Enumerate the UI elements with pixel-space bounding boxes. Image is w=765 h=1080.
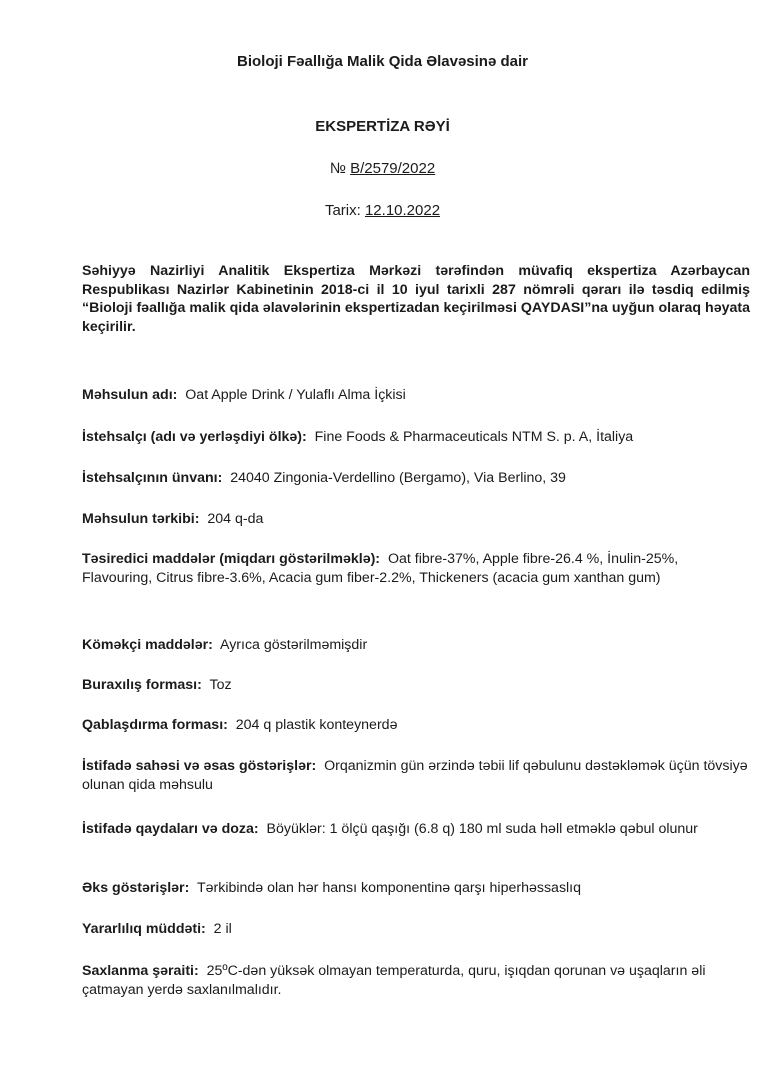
field-storage-conditions [82,962,750,999]
document-date-line [0,202,765,219]
document-number-line [0,160,765,177]
field-composition [82,510,750,529]
field-excipients [82,636,750,655]
document-number-prefix: № [329,160,351,177]
field-label: Köməkçi maddələr: [82,637,213,653]
field-value: Oat fibre-37%, Apple fibre-26.4 %, İnulin-25%, Flavouring, Citrus fibre-3.6%, Acacia gum fiber-2.2%, Thickeners (acacia gum xanthan gum) [82,551,679,586]
field-value: Fine Foods & Pharmaceuticals NTM S. p. A, İtaliya [314,429,634,445]
field-label: İstifadə sahəsi və əsas göstərişlər: [82,758,317,774]
field-value: 2 il [213,921,232,937]
field-label: Buraxılış forması: [82,677,202,693]
field-label: İstifadə qaydaları və doza: [82,821,259,837]
field-dosage-form [82,676,750,695]
document-number-value: B/2579/2022 [350,160,436,177]
field-manufacturer-address [82,469,750,488]
field-packaging [82,716,750,735]
field-product-name [82,386,750,405]
field-usage-indications [82,757,750,794]
field-value: Toz [209,677,232,693]
field-label: Yararlılıq müddəti: [82,921,206,937]
field-label: Təsiredici maddələr (miqdarı göstərilməklə): [82,551,381,567]
field-value: Ayrıca göstərilməmişdir [220,637,368,653]
document-date-value: 12.10.2022 [364,202,441,219]
field-usage-dosage [82,820,750,839]
field-label: İstehsalçı (adı və yerləşdiyi ölkə): [82,429,307,445]
field-value: Orqanizmin gün ərzində təbii lif qəbulunu dəstəkləmək üçün tövsiyə olunan qida məhsulu [82,758,748,793]
field-value: 25ºC-dən yüksək olmayan temperaturda, quru, işıqdan qorunan və uşaqların əli çatmayan yerdə saxlanılmalıdır. [82,963,706,998]
field-value: 24040 Zingonia-Verdellino (Bergamo), Via Berlino, 39 [230,470,566,486]
document-title: Bioloji Fəallığa Malik Qida Əlavəsinə dair [237,53,528,70]
field-shelf-life [82,920,750,939]
field-label: Əks göstərişlər: [82,880,190,896]
field-value: 204 q-da [207,511,264,527]
field-value: Böyüklər: 1 ölçü qaşığı (6.8 q) 180 ml suda həll etməklə qəbul olunur [266,821,698,837]
field-value: Tərkibində olan hər hansı komponentinə qarşı hiperhəssaslıq [196,880,582,896]
field-manufacturer [82,428,750,447]
field-contraindications [82,879,750,898]
field-value: Oat Apple Drink / Yulaflı Alma İçkisi [185,387,406,403]
field-label: Məhsulun tərkibi: [82,511,200,527]
field-label: Qablaşdırma forması: [82,717,228,733]
field-active-ingredients [82,550,750,587]
field-label: Məhsulun adı: [82,387,178,403]
intro-paragraph: Səhiyyə Nazirliyi Analitik Ekspertiza Mərkəzi tərəfindən müvafiq ekspertiza Azərbaycan Respublikası Nazirlər Kabinetinin 2018-ci il 10 iyul tarixli 287 nömrəli qərarı ilə təsdiq edilmiş “Bioloji fəallığa malik qida əlavələrinin ekspertizadan keçirilməsi QAYDASI”na uyğun olaraq həyata keçirilir. [82,263,750,335]
field-label: İstehsalçının ünvanı: [82,470,223,486]
field-value: 204 q plastik konteynerdə [235,717,398,733]
document-date-prefix: Tarix: [324,202,365,219]
field-label: Saxlanma şəraiti: [82,963,199,979]
document-subtitle: EKSPERTİZA RƏYİ [315,118,450,135]
